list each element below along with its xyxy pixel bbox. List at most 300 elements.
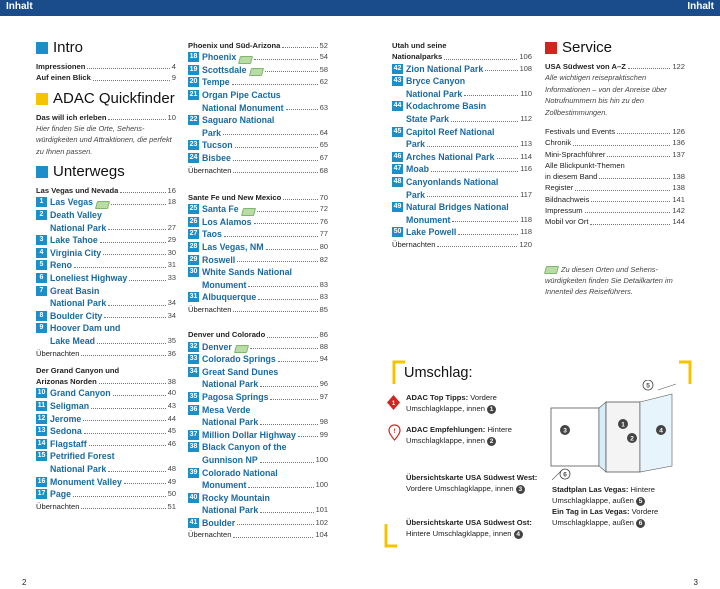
entry-number-badge: 2 xyxy=(36,210,47,220)
entry-number-badge: 15 xyxy=(37,452,46,460)
svg-text:!: ! xyxy=(393,429,396,435)
entry-name: Organ Pipe Cactus xyxy=(202,90,281,101)
entry-name-cont: Monument xyxy=(406,214,451,225)
destination-entry[interactable] xyxy=(188,366,328,391)
toc-row[interactable]: USA Südwest von A–Z 122 xyxy=(545,62,685,71)
entry-number-badge: 44 xyxy=(393,102,402,110)
entry-name: Great Basin xyxy=(50,285,100,296)
destination-entry[interactable] xyxy=(188,203,328,216)
section-title: ADAC Quickfinder xyxy=(53,89,175,107)
destination-entry[interactable] xyxy=(36,413,176,426)
entry-page: 114 xyxy=(520,151,532,161)
entry-number-badge: 32 xyxy=(189,342,198,350)
entry-number-badge: 7 xyxy=(36,286,47,296)
entry-page: 118 xyxy=(520,214,532,224)
entry-number-badge: 26 xyxy=(189,217,198,225)
toc-row[interactable]: Impressum 142 xyxy=(545,206,685,215)
entry-name: Boulder xyxy=(202,517,236,528)
entry-name-cont: Park xyxy=(406,139,426,150)
entry-number-badge: 17 xyxy=(37,490,46,498)
destination-entry[interactable] xyxy=(392,226,532,239)
entry-name-cont: Monument xyxy=(202,279,247,290)
entry-number-badge: 40 xyxy=(189,493,198,501)
entry-number-badge: 8 xyxy=(36,311,47,321)
entry-number-badge: 10 xyxy=(37,389,46,397)
number-1-icon: 1 xyxy=(487,405,496,414)
entry-page: 45 xyxy=(167,426,176,436)
column-3 xyxy=(392,40,532,250)
number-4-icon: 4 xyxy=(514,530,523,539)
entry-name: Pagosa Springs xyxy=(202,391,269,402)
entry-name: Boulder City xyxy=(50,310,103,321)
region-heading[interactable]: Phoenix und Süd-Arizona 52 xyxy=(188,41,328,50)
yellow-corner-icon xyxy=(384,523,398,549)
entry-page: 44 xyxy=(167,413,176,423)
destination-entry[interactable] xyxy=(36,234,176,247)
entry-name-cont: Monument xyxy=(202,480,247,491)
entry-page: 29 xyxy=(167,235,176,245)
toc-row-uebernachten[interactable]: Übernachten 85 xyxy=(188,304,328,314)
entry-number-badge: 3 xyxy=(36,235,47,245)
entry-number-badge: 12 xyxy=(37,414,46,422)
entry-page: 112 xyxy=(520,113,532,123)
entry-name-cont: Lake Mead xyxy=(50,335,95,346)
destination-entry[interactable] xyxy=(188,241,328,254)
destination-entry[interactable] xyxy=(392,100,532,125)
destination-entry[interactable] xyxy=(188,216,328,229)
map-icon xyxy=(248,68,263,76)
map-icon xyxy=(95,201,110,209)
entry-number-badge: 29 xyxy=(189,255,198,263)
entry-name: Rocky Mountain xyxy=(202,492,270,503)
red-square-icon xyxy=(545,42,557,54)
entry-number-badge: 45 xyxy=(393,127,402,135)
destination-entry[interactable] xyxy=(36,425,176,438)
region-heading[interactable]: Sante Fe und New Mexico 70 xyxy=(188,192,328,202)
entry-page: 113 xyxy=(520,139,532,149)
entry-number-badge: 27 xyxy=(189,230,198,238)
entry-page: 64 xyxy=(319,127,328,137)
entry-page: 99 xyxy=(319,429,328,439)
destination-entry[interactable] xyxy=(36,285,176,310)
blue-square-icon xyxy=(36,42,48,54)
entry-name-cont: Park xyxy=(406,189,426,200)
section-title: Service xyxy=(562,39,613,56)
entry-page: 30 xyxy=(167,247,176,257)
svg-text:3: 3 xyxy=(563,427,567,435)
entry-number-badge: 39 xyxy=(189,468,198,476)
uebersicht-west-item[interactable]: Übersichtskarte USA Südwest West: Vordere Umschlagklappe, innen 3 xyxy=(406,473,538,493)
svg-text:2: 2 xyxy=(630,435,634,443)
entry-page: 34 xyxy=(167,298,176,308)
entry-number-badge: 31 xyxy=(189,293,198,301)
entry-number-badge: 50 xyxy=(393,228,402,236)
toc-row[interactable]: Mobil vor Ort 144 xyxy=(545,217,685,227)
entry-page: 31 xyxy=(167,260,176,270)
entry-name: Virginia City xyxy=(50,247,102,258)
number-5-icon: 5 xyxy=(636,497,645,506)
entry-name: Colorado Springs xyxy=(202,354,276,365)
entry-name: White Sands National xyxy=(202,267,292,278)
entry-name: Hoover Dam und xyxy=(50,323,121,334)
region-heading: Utah und seine xyxy=(392,41,447,50)
toc-row[interactable]: Bildnachweis 141 xyxy=(545,194,685,204)
destination-entry[interactable] xyxy=(188,341,328,354)
destination-entry[interactable] xyxy=(36,438,176,451)
svg-text:4: 4 xyxy=(659,427,663,435)
destination-entry[interactable] xyxy=(36,196,176,209)
entry-name: Scottsdale xyxy=(202,64,247,75)
entry-name-cont: National Park xyxy=(406,88,463,99)
toc-row[interactable]: in diesem Band 138 xyxy=(545,172,685,182)
entry-page: 100 xyxy=(315,454,328,464)
yellow-square-icon xyxy=(36,93,48,105)
quickfinder-description: Hier finden Sie die Orte, Sehens-würdigkeiten und Attraktionen, die perfekt zu Ihnen passen. xyxy=(36,123,172,156)
entry-page: 46 xyxy=(167,438,176,448)
entry-name: Bisbee xyxy=(202,153,231,164)
map-icon xyxy=(241,208,256,216)
entry-name: Lake Tahoe xyxy=(50,235,98,246)
entry-page: 33 xyxy=(167,272,176,282)
column-1 xyxy=(36,36,176,512)
entry-page: 58 xyxy=(319,64,328,74)
ein-tag-item[interactable]: Ein Tag in Las Vegas: Vordere Umschlagklappe, außen 6 xyxy=(552,507,659,527)
entry-name-cont: National Park xyxy=(50,463,107,474)
destination-entry[interactable] xyxy=(188,404,328,429)
entry-name: Tucson xyxy=(202,140,233,151)
entry-number-badge: 38 xyxy=(189,443,198,451)
destination-entry[interactable] xyxy=(392,151,532,164)
entry-name: Denver xyxy=(202,341,232,352)
destination-entry[interactable] xyxy=(36,247,176,260)
entry-number-badge: 43 xyxy=(393,77,402,85)
entry-name-cont: National Park xyxy=(50,298,107,309)
entry-name-cont: National Park xyxy=(202,505,259,516)
entry-number-badge: 6 xyxy=(36,273,47,283)
destination-entry[interactable] xyxy=(392,201,532,226)
entry-page: 96 xyxy=(319,379,328,389)
toc-row[interactable]: Mini-Sprachführer 137 xyxy=(545,149,685,159)
entry-name: Flagstaff xyxy=(50,438,87,449)
entry-page: 83 xyxy=(319,292,328,302)
entry-name-cont: Gunnison NP xyxy=(202,454,258,465)
header-left: Inhalt xyxy=(6,1,33,12)
svg-text:1: 1 xyxy=(391,401,396,407)
entry-page: 18 xyxy=(167,197,176,207)
entry-number-badge: 14 xyxy=(37,439,46,447)
number-3-icon: 3 xyxy=(516,485,525,494)
map-icon xyxy=(544,266,559,274)
page-number-left: 2 xyxy=(22,578,27,587)
region-heading: Der Grand Canyon und xyxy=(36,365,120,375)
entry-page: 100 xyxy=(315,480,328,490)
entry-name-cont: National Monument xyxy=(202,102,284,113)
entry-number-badge: 41 xyxy=(189,518,198,526)
entry-number-badge: 24 xyxy=(189,154,198,162)
entry-page: 54 xyxy=(319,52,328,62)
entry-name: Los Alamos xyxy=(202,216,252,227)
entry-name: Arches National Park xyxy=(406,151,495,162)
entry-number-badge: 20 xyxy=(189,78,198,86)
page-number-right: 3 xyxy=(693,578,698,587)
destination-entry[interactable] xyxy=(188,114,328,139)
number-6-icon: 6 xyxy=(636,519,645,528)
entry-page: 110 xyxy=(520,88,532,98)
entry-name: Phoenix xyxy=(202,52,237,63)
entry-name-cont: National Park xyxy=(50,222,107,233)
entry-page: 63 xyxy=(319,102,328,112)
destination-entry[interactable] xyxy=(188,429,328,442)
entry-number-badge: 22 xyxy=(189,116,198,124)
entry-number-badge: 16 xyxy=(37,477,46,485)
entry-number-badge: 25 xyxy=(189,205,198,213)
toc-row-uebernachten[interactable]: Übernachten 36 xyxy=(36,348,176,358)
entry-number-badge: 11 xyxy=(37,402,46,410)
entry-number-badge: 42 xyxy=(393,64,402,72)
entry-name: Monument Valley xyxy=(50,476,122,487)
svg-text:5: 5 xyxy=(646,382,650,390)
entry-number-badge: 4 xyxy=(36,248,47,258)
entry-name: Saguaro National xyxy=(202,115,275,126)
entry-name: Albuquerque xyxy=(202,292,257,303)
entry-page: 43 xyxy=(167,401,176,411)
entry-name: Sedona xyxy=(50,426,82,437)
destination-entry[interactable] xyxy=(188,291,328,304)
entry-number-badge: 19 xyxy=(189,65,198,73)
destination-entry[interactable] xyxy=(188,517,328,530)
entry-number-badge: 30 xyxy=(189,268,198,276)
destination-entry[interactable] xyxy=(36,488,176,501)
entry-name: Roswell xyxy=(202,254,236,265)
entry-page: 88 xyxy=(319,341,328,351)
entry-page: 76 xyxy=(319,216,328,226)
cover-fold-diagram xyxy=(548,380,688,480)
entry-name: Seligman xyxy=(50,401,90,412)
entry-name-cont: Park xyxy=(202,127,222,138)
toc-row[interactable]: Register 138 xyxy=(545,183,685,193)
entry-page: 50 xyxy=(167,489,176,499)
destination-entry[interactable] xyxy=(36,209,176,234)
entry-page: 67 xyxy=(319,153,328,163)
entry-name: Grand Canyon xyxy=(50,388,111,399)
entry-page: 40 xyxy=(167,388,176,398)
entry-page: 35 xyxy=(167,335,176,345)
number-2-icon: 2 xyxy=(487,437,496,446)
entry-number-badge: 18 xyxy=(189,53,198,61)
destination-entry[interactable] xyxy=(392,163,532,176)
entry-number-badge: 46 xyxy=(393,152,402,160)
region-heading[interactable]: Arizonas Norden 38 xyxy=(36,377,176,387)
destination-entry[interactable] xyxy=(188,391,328,404)
destination-entry[interactable] xyxy=(188,266,328,291)
entry-page: 116 xyxy=(520,164,532,174)
destination-entry[interactable] xyxy=(36,476,176,489)
entry-name: Las Vegas xyxy=(50,197,94,208)
region-heading[interactable]: Las Vegas und Nevada 16 xyxy=(36,186,176,196)
entry-name: Moab xyxy=(406,164,429,175)
toc-row-uebernachten[interactable]: Übernachten 104 xyxy=(188,530,328,540)
toc-row[interactable]: Festivals und Events 126 xyxy=(545,126,685,136)
entry-number-badge: 28 xyxy=(189,243,198,251)
entry-name: Page xyxy=(50,489,72,500)
destination-entry[interactable] xyxy=(188,254,328,267)
destination-entry[interactable] xyxy=(36,400,176,413)
entry-name: Las Vegas, NM xyxy=(202,242,264,253)
entry-name: Bryce Canyon xyxy=(406,76,466,87)
destination-entry[interactable] xyxy=(188,51,328,64)
section-unterwegs xyxy=(36,163,176,181)
entry-number-badge: 48 xyxy=(393,177,402,185)
entry-name: Santa Fe xyxy=(202,204,239,215)
entry-name: Petrified Forest xyxy=(50,451,115,462)
svg-text:6: 6 xyxy=(563,471,567,479)
region-heading[interactable]: Nationalparks 106 xyxy=(392,52,532,62)
toc-row[interactable]: Chronik 136 xyxy=(545,138,685,148)
entry-page: 49 xyxy=(167,476,176,486)
toc-row[interactable]: Impressionen 4 xyxy=(36,62,176,71)
destination-entry[interactable] xyxy=(392,126,532,151)
entry-page: 48 xyxy=(167,463,176,473)
entry-number-badge: 21 xyxy=(189,91,198,99)
section-intro xyxy=(36,39,176,57)
top-bar xyxy=(0,0,720,16)
empfehlungen-item[interactable]: ADAC Empfehlungen: Hintere Umschlagklappe, innen 2 xyxy=(406,425,512,445)
destination-entry[interactable] xyxy=(392,75,532,100)
entry-number-badge: 35 xyxy=(189,392,198,400)
entry-page: 102 xyxy=(315,517,328,527)
entry-name: Reno xyxy=(50,260,72,271)
destination-entry[interactable] xyxy=(36,387,176,400)
destination-entry[interactable] xyxy=(392,176,532,201)
toc-row[interactable]: Auf einen Blick 9 xyxy=(36,73,176,83)
map-note: Zu diesen Orten und Sehens-würdigkeiten finden Sie Detailkarten im Innenteil des Reiseführers. xyxy=(545,264,673,297)
entry-page: 72 xyxy=(319,204,328,214)
destination-entry[interactable] xyxy=(188,89,328,114)
entry-name: Zion National Park xyxy=(406,63,484,74)
entry-name: Kodachrome Basin xyxy=(406,101,487,112)
map-icon xyxy=(238,56,253,64)
entry-number-badge: 49 xyxy=(393,203,402,211)
entry-number-badge: 23 xyxy=(189,141,198,149)
region-heading[interactable]: Denver und Colorado 86 xyxy=(188,330,328,340)
entry-page: 62 xyxy=(319,77,328,87)
top-tipps-item[interactable]: ADAC Top Tipps: Vordere Umschlagklappe, innen 1 xyxy=(406,393,497,413)
entry-page: 108 xyxy=(519,63,532,73)
destination-entry[interactable] xyxy=(188,441,328,466)
entry-number-badge: 34 xyxy=(189,367,198,375)
entry-page: 34 xyxy=(167,310,176,320)
header-right: Inhalt xyxy=(687,1,714,12)
entry-page: 82 xyxy=(319,254,328,264)
svg-text:1: 1 xyxy=(621,421,625,429)
entry-name: Colorado National xyxy=(202,467,278,478)
destination-entry[interactable] xyxy=(36,450,176,475)
toc-row[interactable]: Das will ich erleben 10 xyxy=(36,112,176,122)
entry-page: 94 xyxy=(319,354,328,364)
umschlag-title: Umschlag: xyxy=(404,365,473,381)
section-quickfinder xyxy=(36,90,176,108)
entry-name-cont: State Park xyxy=(406,113,450,124)
entry-page: 80 xyxy=(319,242,328,252)
section-service xyxy=(545,39,685,57)
destination-entry[interactable] xyxy=(188,152,328,165)
destination-entry[interactable] xyxy=(188,467,328,492)
entry-name-cont: National Park xyxy=(202,417,259,428)
column-2 xyxy=(188,40,328,541)
toc-row[interactable]: Alle Blickpunkt-Themen xyxy=(545,160,625,170)
entry-name: Million Dollar Highway xyxy=(202,429,296,440)
entry-page: 118 xyxy=(520,227,532,237)
entry-name: Capitol Reef National xyxy=(406,126,495,137)
section-title: Unterwegs xyxy=(53,163,125,181)
service-description: Alle wichtigen reisepraktischen Informationen – von der Anreise über Notrufnummern bis hin zu den Zollbestimmungen. xyxy=(545,73,667,117)
entry-name: Jerome xyxy=(50,413,82,424)
entry-number-badge: 36 xyxy=(189,405,198,413)
toc-row-uebernachten[interactable]: Übernachten 51 xyxy=(36,501,176,511)
entry-number-badge: 13 xyxy=(37,427,46,435)
destination-entry[interactable] xyxy=(188,228,328,241)
entry-page: 83 xyxy=(319,279,328,289)
destination-entry[interactable] xyxy=(36,310,176,323)
entry-name-cont: National Park xyxy=(202,379,259,390)
entry-name: Loneliest Highway xyxy=(50,272,128,283)
uebersicht-ost-item[interactable]: Übersichtskarte USA Südwest Ost: Hintere Umschlagklappe, innen 4 xyxy=(406,518,532,538)
destination-entry[interactable] xyxy=(36,259,176,272)
stadtplan-item[interactable]: Stadtplan Las Vegas: Hintere Umschlagklappe, außen 5 xyxy=(552,485,655,505)
entry-name: Natural Bridges National xyxy=(406,202,509,213)
map-icon xyxy=(234,345,249,353)
entry-page: 101 xyxy=(315,505,328,515)
entry-page: 77 xyxy=(319,229,328,239)
destination-entry[interactable] xyxy=(392,63,532,76)
entry-number-badge: 47 xyxy=(393,165,402,173)
entry-name: Taos xyxy=(202,229,222,240)
entry-name: Black Canyon of the xyxy=(202,442,287,453)
entry-page: 27 xyxy=(167,222,176,232)
destination-entry[interactable] xyxy=(188,64,328,77)
entry-number-badge: 1 xyxy=(36,197,47,207)
empfehlung-pin-icon xyxy=(388,424,401,442)
entry-number-badge: 33 xyxy=(189,355,198,363)
entry-number-badge: 37 xyxy=(189,430,198,438)
entry-number-badge: 9 xyxy=(36,323,47,333)
entry-page: 65 xyxy=(319,140,328,150)
column-4 xyxy=(545,36,685,298)
entry-page: 117 xyxy=(520,189,532,199)
destination-entry[interactable] xyxy=(188,492,328,517)
toc-row-uebernachten[interactable]: Übernachten 120 xyxy=(392,239,532,249)
entry-name: Mesa Verde xyxy=(202,404,251,415)
destination-entry[interactable] xyxy=(36,272,176,285)
destination-entry[interactable] xyxy=(188,353,328,366)
entry-number-badge: 5 xyxy=(36,260,47,270)
entry-name: Great Sand Dunes xyxy=(202,366,279,377)
toc-row-uebernachten[interactable]: Übernachten 68 xyxy=(188,165,328,175)
entry-name: Canyonlands National xyxy=(406,176,499,187)
entry-page: 98 xyxy=(319,417,328,427)
entry-name: Death Valley xyxy=(50,210,102,220)
blue-square-icon xyxy=(36,166,48,178)
entry-name: Lake Powell xyxy=(406,227,457,238)
destination-entry[interactable] xyxy=(36,322,176,347)
section-title: Intro xyxy=(53,39,84,56)
entry-page: 97 xyxy=(319,391,328,401)
destination-entry[interactable] xyxy=(188,139,328,152)
umschlag-box xyxy=(382,360,717,550)
entry-name: Tempe xyxy=(202,77,230,88)
destination-entry[interactable] xyxy=(188,76,328,89)
top-tipp-badge-icon xyxy=(386,394,401,411)
